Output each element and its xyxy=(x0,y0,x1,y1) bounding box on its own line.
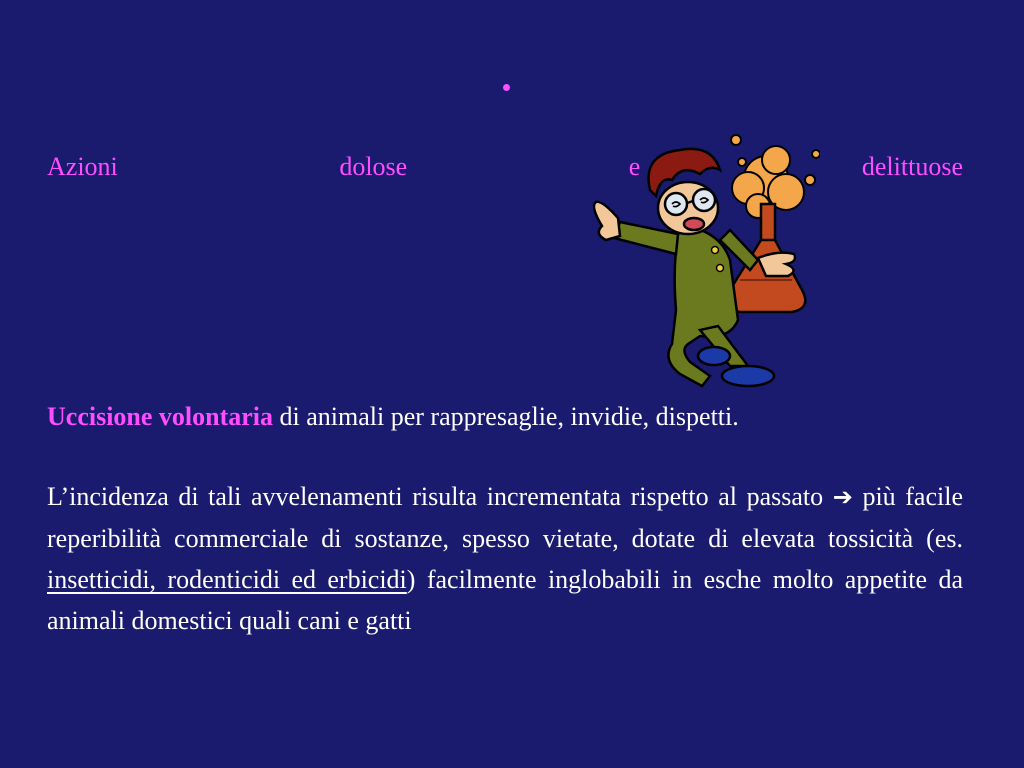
underlined-examples: insetticidi, rodenticidi ed erbicidi xyxy=(47,565,407,594)
paragraph-text: ) facilmente inglobabili in esche molto appetite da animali domestici quali cani e gatti xyxy=(47,565,964,635)
bullet-dot xyxy=(503,84,510,91)
title-word: dolose xyxy=(339,152,408,181)
paragraph-uccisione xyxy=(47,396,963,437)
highlighted-term: Uccisione volontaria xyxy=(47,402,274,431)
paragraph-text: L’incidenza di tali avvelenamenti risulta incrementata rispetto al passato xyxy=(47,482,833,511)
title-word: e xyxy=(628,152,641,181)
paragraph-incidenza xyxy=(47,476,963,641)
title-word: Azioni xyxy=(47,152,118,181)
slide-title xyxy=(47,150,963,184)
paragraph-text: più facile reperibilità commerciale di sostanze, spesso vietate, dotate di elevata tossicità (es. xyxy=(47,482,963,553)
right-arrow-icon: ➔ xyxy=(832,483,853,511)
paragraph-text: di animali per rappresaglie, invidie, dispetti. xyxy=(273,402,739,431)
title-word: delittuose xyxy=(861,152,963,181)
scientist-clipart xyxy=(580,130,820,392)
